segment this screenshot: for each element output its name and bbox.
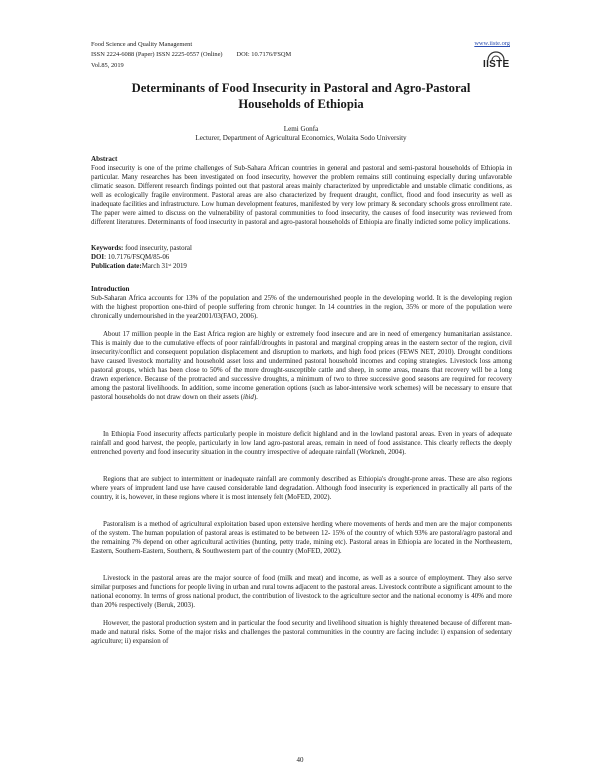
intro-paragraph-4: Regions that are subject to intermittent or inadequate rainfall are commonly described as Ethiopia's drought-prone areas. These are also regions where years of imprudent land use have caused considerable land degradation. Although food insecurity is experienced in practically all parts of the country, it is, however, in these regions where it is most intensely felt (MoFED, 2002). [91, 475, 512, 502]
issn-online: ISSN 2225-0557 (Online) [156, 51, 223, 59]
intro-paragraph-3: In Ethiopia Food insecurity affects particularly people in moisture deficit highland and in the lowland pastoral areas. Even in years of adequate rainfall and good harvest, the people, particularly in low land agro-pastoral areas, remain in need of food assistance. This clearly reflects the deeply entrenched poverty and food insecurity situation in the country irrespective of adequate rainfall (Workneh, 2004). [91, 430, 512, 457]
title-line-2: Households of Ethiopia [238, 97, 364, 111]
journal-doi: DOI: 10.7176/FSQM [236, 51, 292, 59]
author-name: Lemi Gonfa [283, 125, 319, 133]
abstract-heading: Abstract [91, 155, 118, 163]
journal-name: Food Science and Quality Management [91, 41, 193, 48]
keywords-label: Keywords: [91, 244, 124, 252]
issn-paper: ISSN 2224-6088 (Paper) [91, 51, 155, 59]
intro-paragraph-5: Pastoralism is a method of agricultural exploitation based upon extensive herding where movements of herds and men are the major components of the system. The human population of pastoral areas is estimated to be between 12- 15% of the country of which 93% are pastoral/agro pastoral and the remaining 7% depend on other agricultural activities (hunting, petty trade, mining etc). Pastoral areas in Ethiopia are located in the Northeastern, Eastern, Southern-Eastern, Southern, & Southwestern part of the country (MoFED, 2002). [91, 520, 512, 556]
intro-paragraph-2-ibid: ibid [243, 393, 254, 402]
journal-url-link[interactable]: www.iiste.org [474, 40, 510, 47]
issn-line [91, 50, 511, 60]
publication-date-label: Publication date: [91, 262, 142, 270]
iiste-logo [483, 51, 509, 71]
logo-text: IISTE [483, 59, 510, 70]
doi-line [91, 253, 169, 262]
keywords-value: food insecurity, pastoral [123, 244, 192, 252]
author-block [91, 125, 511, 144]
keywords-line [91, 244, 192, 253]
page-number: 40 [296, 756, 304, 764]
volume: Vol.85, 2019 [91, 61, 124, 69]
intro-paragraph-7: However, the pastoral production system and in particular the food security and livelihood situation is highly threatened because of different man-made and natural risks. Some of the major risks and challenges the pastoral communities in the country are facing include: i) expansion of sedentary agriculture; ii) expansion of [91, 619, 512, 646]
publication-date-value: March 31ˢᵗ 2019 [141, 262, 187, 270]
intro-paragraph-2-end: ). [253, 393, 258, 402]
doi-label: DOI [91, 253, 105, 261]
intro-paragraph-2 [91, 330, 512, 402]
paper-title [91, 80, 511, 112]
author-affiliation: Lecturer, Department of Agricultural Economics, Wolaita Sodo University [195, 134, 407, 143]
introduction-heading: Introduction [91, 285, 130, 293]
title-line-1: Determinants of Food Insecurity in Pastoral and Agro-Pastoral [131, 81, 471, 95]
abstract-text: Food insecurity is one of the prime challenges of Sub-Sahara African countries in general and pastoral and semi-pastoral households of Ethiopia in particular. Many researches has been investigated on food insecurity, however the problem remains still continuing especially during unfavorable climatic season. Different research findings pointed out that pastoral areas mainly characterized by unpredictable and unstable climatic conditions, as well as ecologically fragile environment. Pastoral areas are also characterized by frequent draught, conflict, flood and food insecurity as well as inadequate facilities and infrastructure. Low human development features, manifested by very low primary & secondary schools gross enrollment rate. The paper were aimed to discuss on the vulnerability of pastoral communities to food insecurity, the causes of food insecurity was reviewed from different literatures. Determinants of food insecurity in pastoral and agro-pastoral households of Ethiopia are finally indicted some policy implications. [91, 164, 512, 227]
journal-header [91, 40, 511, 71]
publication-date-line [91, 262, 187, 271]
intro-paragraph-1: Sub-Saharan Africa accounts for 13% of the population and 25% of the undernourished people in the developing world. It is the developing region with the highest proportion one-third of people suffering from chronic hunger. In 14 countries in the region, 35% or more of the population were chronically undernourished in the year2001/03(FAO, 2006). [91, 294, 512, 321]
intro-paragraph-2-main: About 17 million people in the East Africa region are highly or extremely food insecure and are in need of emergency humanitarian assistance. This is mainly due to the cumulative effects of poor rainfall/droughts in pastoral and marginal cropping areas in the eastern sector of the region, civil insecurity/conflict and consequent population displacement and disruption to markets, and high food prices (FEWS NET, 2010). Drought conditions have caused livestock mortality and household asset loss and undermined pastoral household incomes and coping strategies. Livestock loss among pastoral groups, which has been close to 50% of the more drought-susceptible cattle and sheep, in some areas, means that recovery will be a long drawn experience. Because of the protracted and successive droughts, a minimum of two to three successive good seasons are required for recovery among the pastoral livelihoods. In addition, some income generation options (such as labor-intensive work schemes) will be necessary to ensure that pastoral households do not draw down on their assets ( [91, 330, 512, 402]
intro-paragraph-6: Livestock in the pastoral areas are the major source of food (milk and meat) and income, as well as a source of employment. They also serve similar purposes and functions for people living in urban and rural towns adjacent to the pastoral areas. Livestock contribute a significant amount to the national economy. In terms of gross national product, the contribution of livestock to the agriculture sector and the national economy is 40% and more than 20% respectively (Beruk, 2003). [91, 574, 512, 610]
doi-value: : 10.7176/FSQM/85-06 [104, 253, 170, 261]
